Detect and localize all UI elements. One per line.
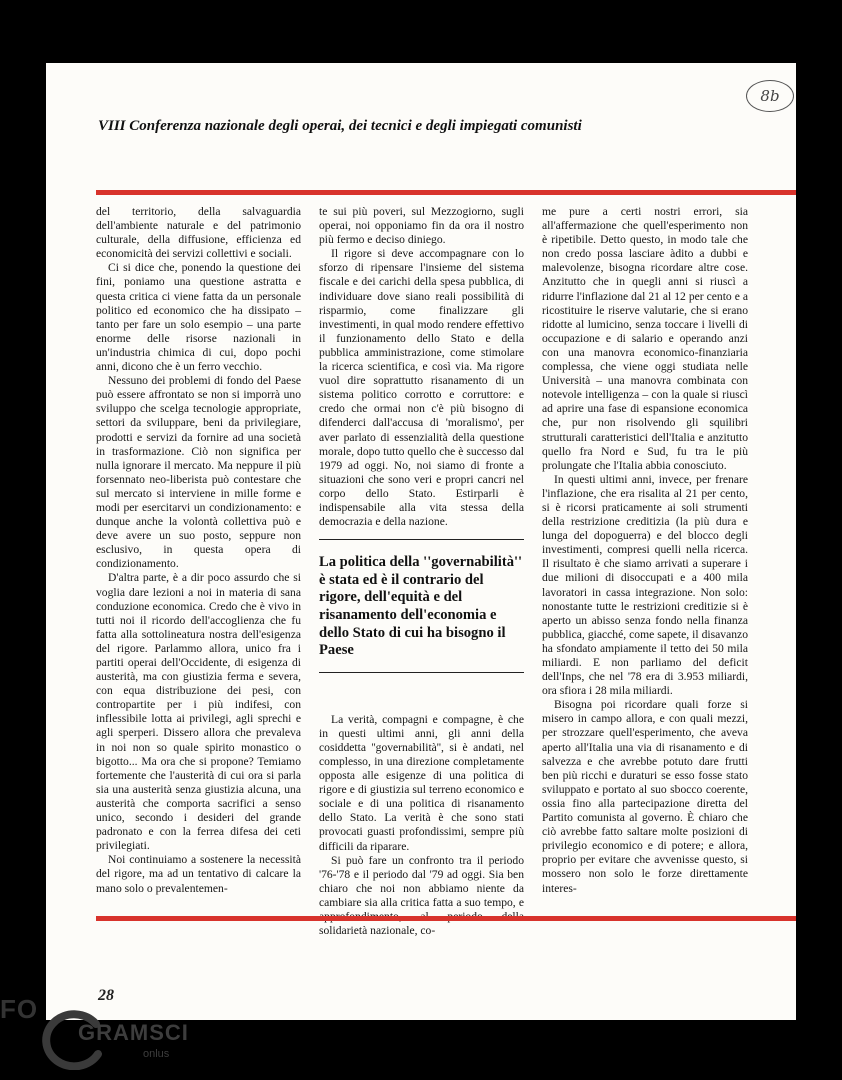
- paragraph: La verità, compagni e compagne, è che in questi ultimi anni, gli anni della cosiddetta ''governabilità'', si è andati, nel complesso, in una direzione completamente opposta alle esigenze di una politica di rigore e di giustizia sul terreno economico e sociale e di una politica di risanamento dello Stato. La verità è che sono stati provocati guasti profondissimi, sempre più difficili da riparare.: [319, 712, 524, 853]
- column-2: [319, 205, 524, 938]
- column-3: [542, 205, 748, 896]
- paragraph: me pure a certi nostri errori, sia all'affermazione che quell'esperimento non è ripetibile. Detto questo, in modo tale che non credo possa lasciare àdito a dubbi e malevolenze, bisogna ricordare altre cose. Anzitutto che in quegli anni si riuscì a ridurre l'inflazione dal 21 al 12 per cento e a ricostituire le riserve valutarie, che si erano ridotte al lumicino, senza toccare i livelli di occupazione e di salario e operando anzi con una manovra economico-finanziaria complessa, che viene oggi studiata nelle Università – una manovra combinata con notevole intelligenza – con la quale si riuscì ad aprire una fase di espansione economica che, pur non risolvendo gli squilibri strutturali caratteristici dell'Italia e anzitutto quello fra Nord e Sud, fu tra le più prolungate che l'Italia abbia conosciuto.: [542, 205, 748, 472]
- archive-stamp: 8b: [746, 80, 794, 112]
- paragraph: Nessuno dei problemi di fondo del Paese può essere affrontato se non si imporrà uno sviluppo che scelga tecnologie appropriate, settori da sviluppare, beni da privilegiare, prodotti e servizi da fornire ad una società in trasformazione. Ciò non significa per nulla ignorare il mercato. Ma neppure il più forsennato neo-liberista può contestare che sul mercato si interviene in mille forme e modi per esercitarvi un condizionamento: e dunque anche la volontà collettiva può e deve avere un suo posto, seppure non esclusivo, in questa opera di condizionamento.: [96, 374, 301, 571]
- bottom-red-rule: [96, 916, 796, 921]
- paragraph: Si può fare un confronto tra il periodo '76-'78 e il periodo dal '79 ad oggi. Sia ben chiaro che noi non abbiamo niente da cambiare sia alla critica fatta a suo tempo, e solidarietà nazionale, co-: [319, 853, 524, 938]
- page-header-title: VIII Conferenza nazionale degli operai, dei tecnici e degli impiegati comunisti: [98, 118, 582, 134]
- paragraph: te sui più poveri, sul Mezzogiorno, sugli operai, noi opponiamo fin da ora il nostro più fermo e deciso diniego.: [319, 205, 524, 247]
- paragraph: del territorio, della salvaguardia dell'ambiente naturale e del patrimonio culturale, della diffusione, efficienza ed economicità dei servizi collettivi e sociali.: [96, 205, 301, 261]
- top-red-rule: [96, 190, 796, 195]
- headline-top-rule: [319, 539, 524, 540]
- paragraph: Il rigore si deve accompagnare con lo sforzo di ripensare l'insieme del sistema fiscale e dei carichi della spesa pubblica, di individuare dove siano reali possibilità di risparmio, come finalizzare gli investimenti, in qual modo rendere effettivo il funzionamento dello Stato e della pubblica amministrazione, come stimolare la ricerca scientifica, e così via. Ma rigore vuol dire soprattutto risanamento di un sistema politico corrotto e corruttore: e credo che ormai non c'è più bisogno di difenderci dall'accusa di 'moralismo', per aver parlato di essenzialità della questione morale, dopo tutto quello che è successo dal 1979 ad oggi. No, noi siamo di fronte a situazioni che sono veri e propri cancri nel corpo dello Stato. Estirparli è indispensabile alla vita stessa della democrazia e della nazione.: [319, 247, 524, 529]
- paragraph: Noi continuiamo a sostenere la necessità del rigore, ma ad un tentativo di calcare la mano solo o prevalentemen-: [96, 853, 301, 895]
- paragraph: In questi ultimi anni, invece, per frenare l'inflazione, che era risalita al 21 per cento, si è ricorsi praticamente ai soli strumenti della restrizione creditizia (la più dura e lunga del dopoguerra) e del blocco degli investimenti, compresi quelli nella ricerca. Il risultato è che siamo arrivati a superare i due milioni di disoccupati e a 400 mila lavoratori in cassa integrazione. Non solo: nonostante tutte le restrizioni creditizie si è aperto un abisso senza fondo nella finanza pubblica, giacché, come sapete, il disavanzo ha sfondato ampiamente il tetto dei 50 mila miliardi. E non parliamo del deficit dell'Inps, che nel '78 era di 3.953 miliardi, ora sfiora i 28 mila miliardi.: [542, 472, 748, 698]
- watermark-text-onlus: onlus: [143, 1048, 170, 1060]
- paragraph: Ci si dice che, ponendo la questione dei fini, poniamo una questione astratta e questa critica ci viene fatta da un personale politico ed economico che ha dissipato – tanto per fare un solo esempio – una parte enorme delle risorse nazionali in un'industria chimica di cui, dopo pochi anni, dicono che è un ferro vecchio.: [96, 261, 301, 374]
- watermark-text-fo: FO: [0, 994, 39, 1024]
- paragraph: Bisogna poi ricordare quali forze si misero in campo allora, e con quali mezzi, per strozzare quell'esperimento, che aveva aperto all'Italia una via di risanamento e di salvezza e che avrebbe potuto dare frutti ben più ricchi e duraturi se esso fosse stato sviluppato e portato al suo sbocco coerente, ossia fino alla partecipazione diretta del Partito comunista al governo. È chiaro che ciò avrebbe fatto saltare molte posizioni di privilegio economico e di potere; e allora, proprio per evitare che avvenisse questo, si mossero non solo le forze direttamente interes-: [542, 698, 748, 895]
- watermark-text-gramsci: GRAMSCI: [78, 1020, 189, 1045]
- section-headline: La politica della ''governabilità'' è stata ed è il contrario del rigore, dell'equità e del risanamento dell'economia e dello Stato di cui ha bisogno il Paese: [319, 554, 523, 659]
- paragraph: D'altra parte, è a dir poco assurdo che si voglia dare lezioni a noi in materia di sana conduzione economica. Credo che è vivo in tutti noi il ricordo dell'accoglienza che fu fatta alla sottolineatura nostra dell'esigenza del rigore. Parlammo allora, unico fra i partiti operai dell'Occidente, di esigenza di austerità, ma con giustizia ferma e severa, con equa distribuzione dei pesi, con contropartite per i più indifesi, con inflessibile lotta ai privilegi, agli sprechi e agli sperperi. Dissero allora che prevaleva in noi non so quale spirito monastico o bigotto... Ma ora che si propone? Temiamo fortemente che l'austerità di cui ora si parla sia una austerità senza giustizia alcuna, una austerità che comporta sacrifici a senso unico, secondo i desideri del grande padronato e con la ferrea difesa dei ceti privilegiati.: [96, 571, 301, 853]
- document-page: [46, 63, 796, 1020]
- archive-watermark: [0, 990, 240, 1080]
- column-1: [96, 205, 301, 896]
- page-number: 28: [98, 987, 114, 1004]
